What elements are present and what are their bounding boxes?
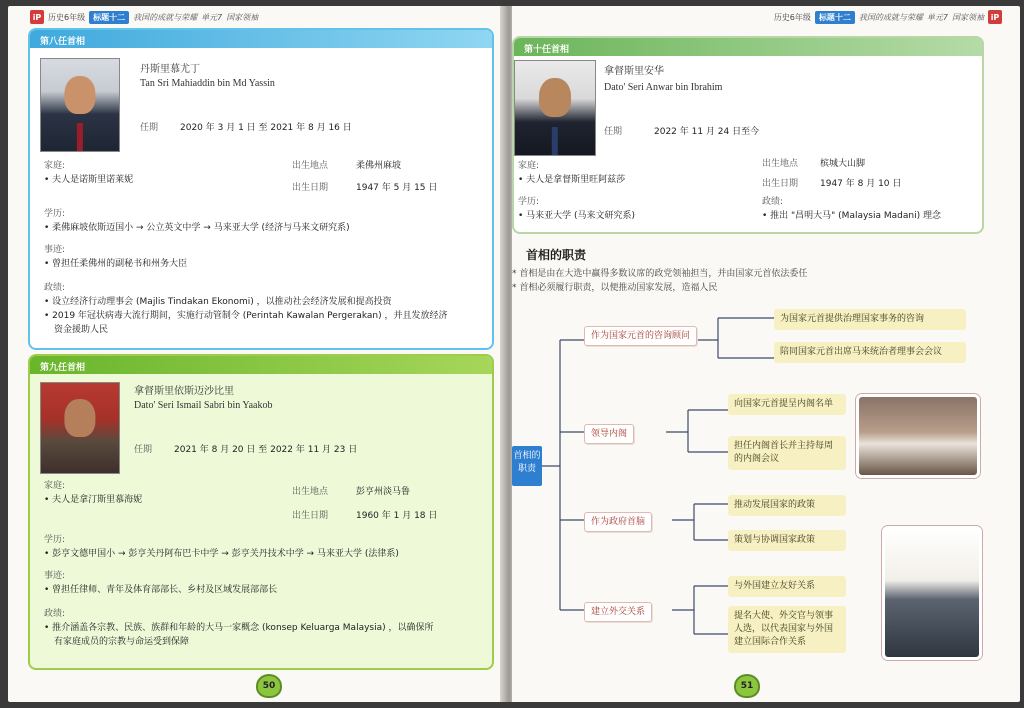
pm8-policy-label: 政绩: — [44, 283, 66, 293]
pm9-edu: • 彭亨文德甲国小 → 彭亨关丹阿布巴卡中学 → 彭亨关丹技术中学 → 马来亚大学 (法律系) — [44, 549, 399, 559]
pm10-edu: • 马来亚大学 (马来文研究系) — [518, 211, 636, 221]
publisher-logo: iP — [988, 10, 1002, 24]
page-number-right: 51 — [734, 674, 760, 698]
leaf-advise-king: 为国家元首提供治理国家事务的咨询 — [774, 309, 966, 330]
pm8-birthplace: 柔佛州麻坡 — [356, 161, 402, 171]
pm8-birthdate: 1947 年 5 月 15 日 — [356, 183, 438, 193]
pm9-term: 2021 年 8 月 20 日 至 2022 年 11 月 23 日 — [174, 445, 358, 455]
pm10-family-label: 家庭: — [518, 161, 540, 171]
leaf-friendly-relations: 与外国建立友好关系 — [728, 576, 846, 597]
unit-label: 单元7 — [926, 12, 948, 22]
chapter-title: 我国的成就与荣耀 — [858, 12, 923, 22]
pm10-policy-label: 政绩: — [762, 197, 784, 207]
pm9-policy-1: • 推介涵盖各宗教、民族、族群和年龄的大马一家概念 (konsep Keluarga Malaysia) ，以确保所 — [44, 623, 434, 633]
pm10-birthdate-label: 出生日期 — [762, 179, 799, 189]
pm9-portrait — [40, 382, 120, 474]
pm10-name-zh: 拿督斯里安华 — [604, 66, 664, 77]
pm9-birthplace: 彭亨州淡马鲁 — [356, 487, 411, 497]
leaf-drive-policy: 推动发展国家的政策 — [728, 495, 846, 516]
pm8-birthplace-label: 出生地点 — [292, 161, 329, 171]
unit-label: 单元7 — [201, 12, 223, 22]
branch-advisor: 作为国家元首的咨询顾问 — [584, 326, 697, 346]
left-page — [8, 6, 508, 702]
chapter-title: 我国的成就与荣耀 — [133, 12, 198, 22]
pm9-family-label: 家庭: — [44, 481, 66, 491]
duties-root-node: 首相的职责 — [512, 446, 542, 486]
pm9-career: • 曾担任律师、青年及体育部部长、乡村及区域发展部部长 — [44, 585, 278, 595]
running-header-left — [30, 10, 258, 24]
duties-note-1: * 首相是由在大选中赢得多数议席的政党领袖担当，并由国家元首依法委任 — [512, 269, 808, 279]
pm9-card — [28, 354, 494, 670]
pm9-family: • 夫人是拿汀斯里慕海妮 — [44, 495, 143, 505]
topic-badge: 标题十二 — [815, 11, 855, 24]
pm8-career-label: 事迹: — [44, 245, 66, 255]
duties-title: 首相的职责 — [526, 248, 587, 262]
page-number-left: 50 — [256, 674, 282, 698]
right-page — [512, 6, 1020, 702]
pm9-name-zh: 拿督斯里依斯迈沙比里 — [134, 386, 234, 397]
pm8-edu-label: 学历: — [44, 209, 66, 219]
branch-head-government: 作为政府首脑 — [584, 512, 652, 532]
leaf-cabinet-list: 向国家元首提呈内阁名单 — [728, 394, 846, 415]
pm10-birthdate: 1947 年 8 月 10 日 — [820, 179, 902, 189]
pm10-birthplace: 槟城大山脚 — [820, 159, 866, 169]
header-extra: 国家领袖 — [226, 12, 259, 22]
pm8-header: 第八任首相 — [30, 30, 492, 48]
pm10-birthplace-label: 出生地点 — [762, 159, 799, 169]
pm9-header: 第九任首相 — [30, 356, 492, 374]
branch-lead-cabinet: 领导内阁 — [584, 424, 634, 444]
pm8-term: 2020 年 3 月 1 日 至 2021 年 8 月 16 日 — [180, 123, 352, 133]
pm8-name-latin: Tan Sri Mahiaddin bin Md Yassin — [140, 78, 275, 89]
pm8-policy-1: • 设立经济行动理事会 (Majlis Tindakan Ekonomi) ，以推动社会经济发展和提高投资 — [44, 297, 392, 307]
grade-label: 历史6年级 — [48, 12, 86, 22]
duties-note-2: * 首相必须履行职责，以便推动国家发展，造福人民 — [512, 283, 718, 293]
pm8-edu: • 柔佛麻坡依斯迈国小 → 公立英文中学 → 马来亚大学 (经济与马来文研究系) — [44, 223, 350, 233]
branch-foreign-relations: 建立外交关系 — [584, 602, 652, 622]
pm9-career-label: 事迹: — [44, 571, 66, 581]
pm10-policy: • 推出 "昌明大马" (Malaysia Madani) 理念 — [762, 211, 941, 221]
pm8-portrait — [40, 58, 120, 152]
header-extra: 国家领袖 — [952, 12, 984, 22]
pm9-policy-label: 政绩: — [44, 609, 66, 619]
diplomacy-handshake-photo — [882, 526, 982, 660]
pm10-header: 第十任首相 — [514, 38, 982, 56]
pm9-edu-label: 学历: — [44, 535, 66, 545]
pm9-name-latin: Dato' Seri Ismail Sabri bin Yaakob — [134, 400, 273, 411]
cabinet-meeting-photo — [856, 394, 980, 478]
leaf-chair-cabinet: 担任内阁首长并主持每周的内阁会议 — [728, 436, 846, 470]
pm10-edu-label: 学历: — [518, 197, 540, 207]
pm8-term-label: 任期 — [140, 123, 159, 133]
leaf-nominate-diplomats: 提名大使、外交官与领事人选，以代表国家与外国建立国际合作关系 — [728, 606, 846, 653]
pm10-name-latin: Dato' Seri Anwar bin Ibrahim — [604, 82, 723, 93]
pm10-term-label: 任期 — [604, 127, 623, 137]
pm8-card — [28, 28, 494, 350]
pm8-policy-3: 资金援助人民 — [54, 325, 109, 335]
pm9-term-label: 任期 — [134, 445, 153, 455]
pm8-family: • 夫人是诺斯里诺莱妮 — [44, 175, 134, 185]
leaf-plan-policy: 策划与协调国家政策 — [728, 530, 846, 551]
pm8-birthdate-label: 出生日期 — [292, 183, 329, 193]
pm8-family-label: 家庭: — [44, 161, 66, 171]
pm8-policy-2: • 2019 年冠状病毒大流行期间，实施行动管制令 (Perintah Kawalan Pergerakan) ，并且发放经济 — [44, 311, 448, 321]
pm8-career: • 曾担任柔佛州的副秘书和州务大臣 — [44, 259, 188, 269]
pm9-birthdate: 1960 年 1 月 18 日 — [356, 511, 438, 521]
topic-badge: 标题十二 — [89, 11, 129, 24]
pm9-birthdate-label: 出生日期 — [292, 511, 329, 521]
pm8-name-zh: 丹斯里慕尤丁 — [140, 64, 200, 75]
pm9-policy-2: 有家庭成员的宗教与命运受到保障 — [54, 637, 190, 647]
pm10-term: 2022 年 11 月 24 日至今 — [654, 127, 760, 137]
grade-label: 历史6年级 — [773, 12, 811, 22]
leaf-accompany-king: 陪同国家元首出席马来统治者理事会会议 — [774, 342, 966, 363]
pm10-family: • 夫人是拿督斯里旺阿兹莎 — [518, 175, 626, 185]
pm9-birthplace-label: 出生地点 — [292, 487, 329, 497]
publisher-logo: iP — [30, 10, 44, 24]
